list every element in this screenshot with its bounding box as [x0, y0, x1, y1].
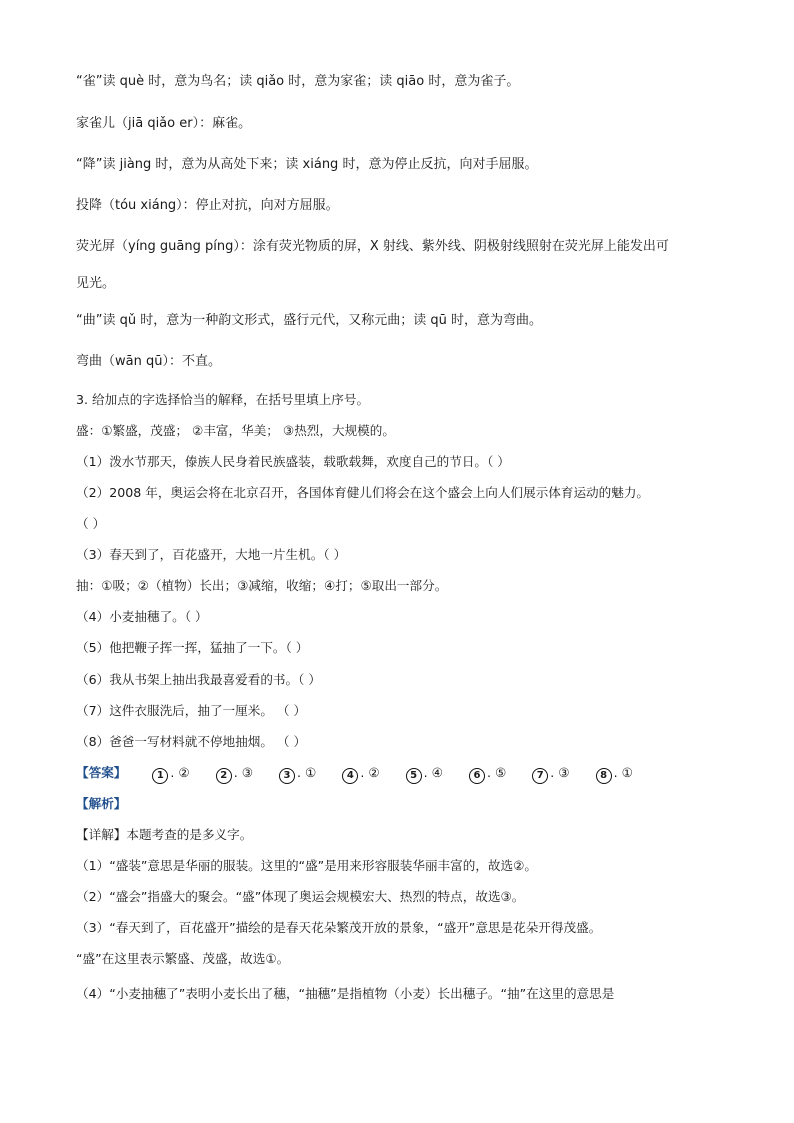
question-item: （8）爸爸一写材料就不停地抽烟。 （ ）: [76, 734, 307, 749]
question-item: （2）2008 年，奥运会将在北京召开，各国体育健儿们将会在这个盛会上向人们展示体育运动的魅力。: [76, 485, 650, 500]
question-title: 3. 给加点的字选择恰当的解释，在括号里填上序号。: [76, 392, 370, 407]
note-line: 弯曲（wān qū）：不直。: [76, 354, 221, 369]
note-line: 荧光屏（yíng guāng píng）：涂有荧光物质的屏，X 射线、紫外线、阴极射线照射在荧光屏上能发出可: [76, 239, 669, 254]
question-item: （7）这件衣服洗后，抽了一厘米。 （ ）: [76, 703, 307, 718]
answer-item: 2 . ③: [216, 763, 253, 784]
question-item: （3）春天到了，百花盛开，大地一片生机。（ ）: [76, 547, 347, 562]
analysis-line: （3）“春天到了，百花盛开”描绘的是春天花朵繁茂开放的景象，“盛开”意思是花朵开得茂盛。: [76, 920, 602, 935]
definition-chou: 抽：①吸；②（植物）长出；③减缩，收缩；④打；⑤取出一部分。: [76, 578, 448, 593]
analysis-label: 【解析】: [76, 796, 127, 811]
note-line: “雀”读 què 时，意为鸟名；读 qiǎo 时，意为家雀；读 qiāo 时，意为雀子。: [76, 74, 520, 89]
answer-item: 1 . ②: [152, 763, 189, 784]
note-line: “降”读 jiàng 时，意为从高处下来；读 xiáng 时，意为停止反抗，向对手屈服。: [76, 157, 538, 172]
question-item: （1）泼水节那天，傣族人民身着民族盛装，载歌载舞，欢度自己的节日。（ ）: [76, 454, 510, 469]
analysis-line: （4）“小麦抽穗了”表明小麦长出了穗，“抽穗”是指植物（小麦）长出穗子。“抽”在这里的意思是: [76, 986, 615, 1001]
question-item: （5）他把鞭子挥一挥，猛抽了一下。（ ）: [76, 640, 309, 655]
question-item: （4）小麦抽穗了。（ ）: [76, 609, 208, 624]
analysis-line: （2）“盛会”指盛大的聚会。“盛”体现了奥运会规模宏大、热烈的特点，故选③。: [76, 889, 525, 904]
analysis-line: （1）“盛装”意思是华丽的服装。这里的“盛”是用来形容服装华丽丰富的，故选②。: [76, 858, 537, 873]
note-line: 家雀儿（jiā qiǎo er）：麻雀。: [76, 116, 252, 131]
analysis-line: “盛”在这里表示繁盛、茂盛，故选①。: [76, 951, 290, 966]
question-item: （ ）: [76, 516, 106, 531]
note-line: “曲”读 qǔ 时，意为一种韵文形式，盛行元代，又称元曲；读 qū 时，意为弯曲。: [76, 313, 542, 328]
answer-label: 【答案】: [76, 765, 127, 780]
note-line: 投降（tóu xiáng）：停止对抗，向对方屈服。: [76, 198, 339, 213]
answer-row: [76, 763, 655, 784]
definition-sheng: 盛：①繁盛，茂盛； ②丰富，华美； ③热烈，大规模的。: [76, 423, 395, 438]
answer-item: 5 . ④: [406, 763, 443, 784]
analysis-line: 【详解】本题考查的是多义字。: [76, 827, 253, 842]
answer-item: 3 . ①: [279, 763, 316, 784]
answer-item: 4 . ②: [342, 763, 379, 784]
answer-item: 7 . ③: [532, 763, 569, 784]
note-line: 见光。: [76, 276, 116, 291]
answer-item: 6 . ⑤: [469, 763, 506, 784]
answer-item: 8 . ①: [596, 763, 633, 784]
question-item: （6）我从书架上抽出我最喜爱看的书。（ ）: [76, 672, 321, 687]
